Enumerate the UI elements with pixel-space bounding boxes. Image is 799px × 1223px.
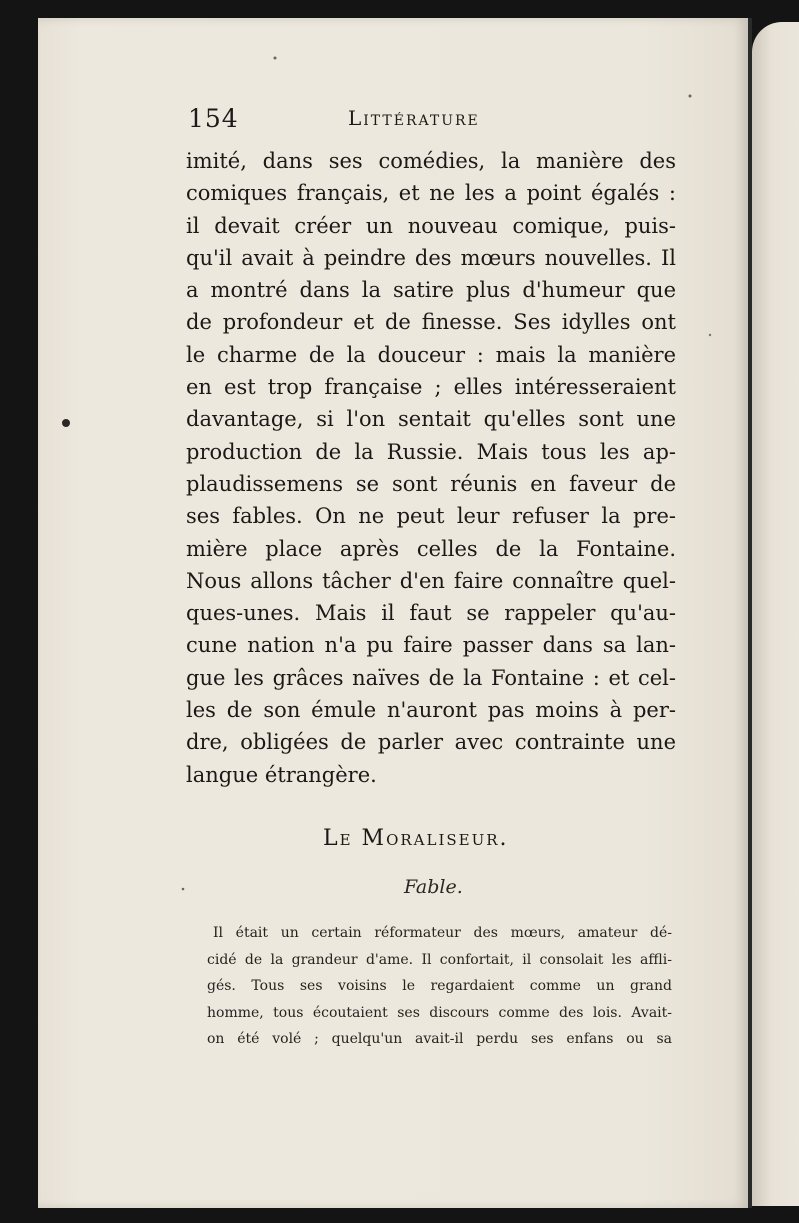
fable-text-line: gés. Tous ses voisins le regardaient comme un grand [207,978,672,994]
text-line: il devait créer un nouveau comique, puis- [186,213,676,238]
body-paragraph [186,145,676,791]
text-line: ses fables. On ne peut leur refuser la pre- [186,504,676,529]
adjacent-page-edge [752,22,799,1206]
text-line: mière place après celles de la Fontaine. [186,536,676,561]
text-line: langue étrangère. [186,762,377,787]
fable-text-line: homme, tous écoutaient ses discours comme des lois. Avait- [207,1004,672,1021]
fable-text-line: on été volé ; quelqu'un avait-il perdu ses enfans ou sa [207,1031,672,1047]
fable-paragraph [207,920,672,1053]
text-line: ques-unes. Mais il faut se rappeler qu'au- [186,601,676,626]
text-line: les de son émule n'auront pas moins à per- [186,698,676,723]
running-head: Littérature [348,106,480,130]
text-line: production de la Russie. Mais tous les ap- [186,439,676,464]
section-subtitle: Fable. [404,876,463,898]
text-line: le charme de la douceur : mais la manière [186,342,676,367]
text-line: dre, obligées de parler avec contrainte une [186,730,676,755]
text-line: cune nation n'a pu faire passer dans sa lan- [186,633,676,658]
section-title: Le Moraliseur. [323,826,509,851]
text-line: a montré dans la satire plus d'humeur que [186,278,676,303]
text-line: comiques français, et ne les a point égalés : [186,181,676,206]
text-line: imité, dans ses comédies, la manière des [186,149,676,173]
fable-text-line: cidé de la grandeur d'ame. Il confortait, il consolait les affli- [207,951,672,968]
text-line: davantage, si l'on sentait qu'elles sont une [186,407,676,432]
text-line: Nous allons tâcher d'en faire connaître quel- [186,568,676,593]
text-line: gue les grâces naïves de la Fontaine : et cel- [186,665,676,690]
text-line: en est trop française ; elles intéresseraient [186,375,676,400]
page-number: 154 [188,104,239,133]
page-header [188,100,674,134]
text-line: plaudissemens se sont réunis en faveur de [186,471,676,496]
fable-text-line: Il était un certain réformateur des mœurs, amateur dé- [213,925,672,941]
text-line: qu'il avait à peindre des mœurs nouvelles. Il [186,245,676,270]
text-line: de profondeur et de finesse. Ses idylles ont [186,310,676,335]
